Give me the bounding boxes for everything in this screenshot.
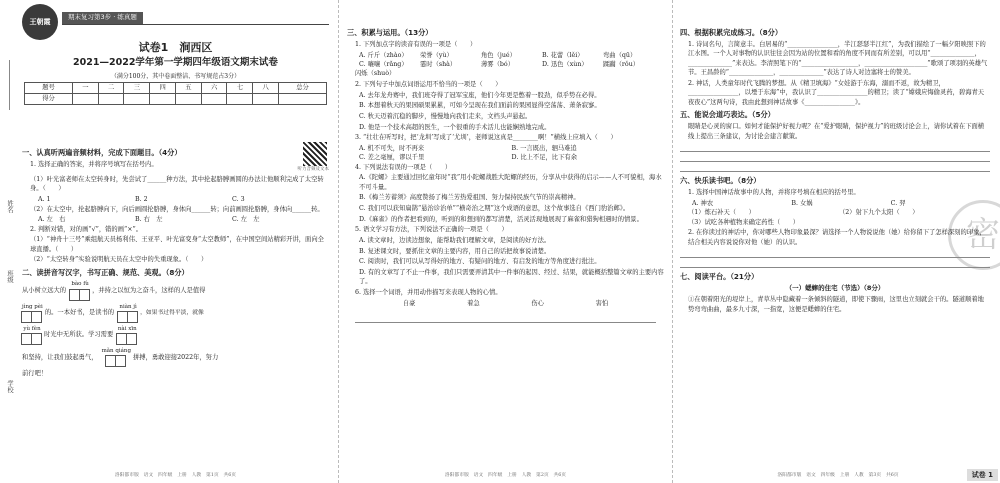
match-item[interactable]: （2）射下九个太阳（ ） [839, 209, 919, 217]
options [680, 199, 990, 208]
option[interactable]: B. 复述课文时，要抓住文章的主要内容，用自己的话把故事说清楚。 [359, 247, 551, 255]
passage-text: 和坚持，让我们鼓起勇气， [22, 353, 98, 361]
answer-line[interactable] [680, 152, 990, 162]
option[interactable]: 荣誉（yù） [420, 51, 453, 59]
question-text: （2）在太空中，抡起胳膊向下，向后画圆抡胳膊，身体向______转；向前画圆抡胳膊，身体向______转。 [30, 205, 324, 213]
word-choice[interactable]: 伤心 [531, 300, 544, 308]
option[interactable]: B. 一言既出，驷马难追 [511, 144, 577, 152]
section-heading: 一、认真听两遍音频材料，完成下面题目。（4分） [22, 148, 182, 157]
section-heading: 三、积累与运用。（13分） [347, 28, 433, 37]
score-cell: 二 [98, 83, 124, 94]
section-3 [347, 28, 664, 323]
header-rule [62, 24, 329, 25]
pinyin-line [22, 280, 329, 300]
option[interactable]: C. 左 左 [232, 216, 260, 224]
option[interactable]: A. 左 右 [38, 216, 66, 224]
option[interactable]: A. 1 [38, 196, 51, 204]
score-cell[interactable] [150, 94, 176, 105]
score-cell[interactable] [253, 94, 279, 105]
option[interactable]: A. 去年龙舟赛中，我们班夺得了冠军宝座，他们今年更是憋着一股劲，似乎势在必得。 [359, 91, 601, 99]
passage-text: 的。一本好书，是读书的 [44, 309, 115, 317]
watermark-seal: 密 [948, 200, 1000, 270]
score-value-row [25, 94, 327, 105]
option[interactable]: 闪烁（shuò） [355, 70, 396, 78]
passage-text: ，并持之以恒为之奋斗，这样的人是值得 [92, 286, 206, 294]
question-text: 2. 在你读过的神话中，你对哪些人物印象最深？请选择一个人物说说他（她）给你留下了怎样深刻的印象，结合相关内容说说你对他（她）的认识。 [688, 229, 986, 246]
score-cell: 总分 [278, 83, 326, 94]
pinyin-label: yù fèn [23, 325, 41, 332]
side-label-class: 班级 [6, 270, 13, 283]
word-choice[interactable]: 着急 [467, 300, 480, 308]
score-cell[interactable] [278, 94, 326, 105]
option[interactable]: 弯曲（qū） [603, 51, 637, 59]
word-choice[interactable]: 自豪 [402, 300, 416, 308]
page-3 [676, 0, 1000, 483]
answer-cells[interactable] [70, 289, 90, 301]
option[interactable]: C. 我们可以获知扁鹊“悬治诊治单”“横奇治之期”这个成语的意思，这个故事选自《西门豹治邺》。 [359, 205, 630, 213]
option[interactable]: D.《麻雀》的作者把看到的，听到的和想到的都写清楚，活灵活现地展现了麻雀和猎狗相遇时的情景。 [359, 215, 643, 223]
page-footer: 洛阳都市版 语文 四年级 上册 人教 第3页 共6页 [777, 472, 899, 478]
pinyin-label: niàn jì [119, 303, 137, 310]
section-1-body [22, 175, 329, 380]
side-label-name: 姓名 [6, 200, 13, 213]
option[interactable]: C. 羿 [890, 199, 906, 207]
match-item[interactable]: （3）试吃各种植物来确定药性（ ） [688, 218, 800, 226]
score-cell: 五 [175, 83, 201, 94]
passage-text: ，如果书过得平淡，就像 [140, 309, 204, 316]
answer-cells[interactable] [106, 355, 126, 367]
publisher-logo: 王朝霞 [22, 4, 58, 40]
score-cell[interactable] [72, 94, 98, 105]
answer-cells[interactable] [22, 333, 42, 345]
option[interactable]: B. 花蕾（lěi） [542, 51, 584, 59]
question-text: 3. “壮壮在听写时，把‘龙圳’写成了‘尤圳’，老师说这真是________啊！”横线上应填入（ ） [355, 134, 617, 142]
match-item[interactable]: （1）炼石补天（ ） [688, 209, 755, 217]
word-choices [347, 299, 664, 308]
option[interactable]: D. 迅色（xùn） [542, 61, 588, 69]
exam-subtitle: 2021—2022学年第一学期四年级语文期末试卷 [73, 57, 278, 68]
option[interactable]: D. 比上不足，比下有余 [511, 154, 577, 162]
passage-text: 时光中无所获。学习需要 [44, 331, 114, 339]
score-cell: 四 [150, 83, 176, 94]
option[interactable]: 角色（jué） [481, 51, 516, 59]
section-heading: 四、根据积累完成练习。（8分） [680, 28, 783, 37]
score-cell: 三 [124, 83, 150, 94]
answer-cells[interactable] [118, 311, 138, 323]
option[interactable]: A. 神农 [692, 199, 714, 207]
question-text: 2. 神话，人类童年时代飞腾的梦想。从《精卫填海》“女娃游于东海，溺而不返，故为精卫，________________，以堙于东海”中，我认识了________________的精卫；读了“嫦娥应悔偷灵药，碧海青天夜夜心”这两句诗，我由此想到神话故事《________________》。 [688, 79, 985, 106]
question-text: （1）“神舟十三号”乘组航天员杨利伟、王亚平、叶光富变身“太空教师”，在中国空间站精彩开讲，面向全球直播。（ ） [30, 236, 324, 253]
word-choice[interactable]: 害怕 [595, 300, 609, 308]
option[interactable]: B.《梅兰芳蓄须》高度赞扬了梅兰芳热爱祖国、努力保持民族气节的崇高精神。 [359, 194, 580, 202]
option[interactable]: C. 3 [232, 196, 245, 204]
section-heading: 七、阅读平台。（21分） [680, 272, 759, 282]
score-cell[interactable] [227, 94, 253, 105]
section-heading: 五、能说会道巧表达。（5分） [680, 110, 775, 120]
score-header-row [25, 83, 327, 94]
option[interactable]: C. 秋天迈着沉稳的脚步，慢慢地向我们走来，文档头声悬起。 [359, 112, 532, 120]
options [347, 51, 664, 70]
option[interactable]: D. 他是一个技术高超的医生，一个很重的手术活儿也能娴熟地完成。 [359, 123, 551, 131]
question-text: 1. 诗词名句，言简意丰。白居易的“________________，半江瑟瑟半江红”，为我们描绘了一幅夕阳映照下的江水图。一个人对事物的认识往往会因为站的位置和看的角度不同而有所差别，可以用“______________，______________”来表达。李清照笔下的“__________________，____________________”歌颂了项羽的英雄气节。王昌龄的“______________，______________”表达了诗人对边塞将士的赞美。 [688, 40, 988, 77]
section-heading: 二、读拼音写汉字，书写正确、规范、美观。（8分） [22, 267, 189, 277]
section-heading: 六、快乐读书吧。（8分） [680, 176, 761, 186]
options [22, 215, 329, 224]
page-footer: 洛阳都市版 语文 四年级 上册 人教 第1页 共6页 [114, 472, 237, 478]
option[interactable]: A. 斤斤（zhào） [359, 51, 408, 59]
option[interactable]: B. 女娲 [791, 199, 813, 207]
qr-caption: 听力音频及文本 [297, 167, 329, 172]
pinyin-line [22, 347, 329, 367]
answer-cells[interactable] [117, 333, 137, 345]
option[interactable]: C. 差之毫厘，谬以千里 [359, 154, 425, 162]
question-text: 2. 判断对错，对的画“√”，错的画“×”。 [30, 225, 143, 233]
score-cell: 题号 [25, 83, 73, 94]
answer-line[interactable] [680, 258, 990, 268]
option[interactable]: B. 2 [135, 196, 148, 204]
answer-line[interactable] [680, 162, 990, 172]
score-cell[interactable] [175, 94, 201, 105]
score-table [24, 82, 327, 105]
question-text: （1）叶光富老师在太空转身时，先尝试了______种方法，其中抡起胳膊画圆的办法让他顺利完成了太空转身。（ ） [30, 176, 324, 193]
pinyin-line [22, 325, 329, 345]
qr-code-icon[interactable] [303, 142, 327, 166]
side-label-school: 学校 [6, 380, 13, 393]
passage-text: 前行吧！ [22, 370, 48, 378]
score-cell: 七 [227, 83, 253, 94]
page-divider [338, 0, 339, 483]
question-text: 1. 选择正确的答案，并将序号填写在括号内。 [30, 160, 158, 168]
answer-line[interactable] [680, 248, 990, 258]
score-cell[interactable] [124, 94, 150, 105]
option[interactable]: 蹂躏（rǒu） [603, 61, 640, 69]
question-text: （2）“太空转身”实验说明航天员在太空中的失重现象。（ ） [30, 256, 208, 264]
score-cell: 八 [253, 83, 279, 94]
question-text: 2. 下列句子中加点词语运用不恰当的一项是（ ） [355, 81, 502, 89]
options [347, 144, 664, 163]
score-cell: 六 [201, 83, 227, 94]
section-1 [22, 148, 297, 171]
reading-title: （一）蟋蟀的住宅（节选）（8分） [785, 284, 885, 293]
options [22, 195, 329, 204]
option[interactable]: C. 嚷嚷（rǎng） [359, 61, 408, 69]
pinyin-label: mǎn qiáng [101, 348, 131, 355]
option[interactable]: 霎时（shà） [420, 61, 457, 69]
score-cell[interactable] [98, 94, 124, 105]
question-text: 1. 选择中国神话故事中的人物，并将序号填在相应的括号里。 [688, 189, 860, 197]
option[interactable]: C. 阅读时，我们可以从写得好的地方、有疑问的地方、有启发的地方等角度进行批注。 [359, 258, 601, 266]
pinyin-line [22, 303, 329, 323]
answer-line[interactable] [355, 313, 656, 323]
option[interactable]: B. 右 左 [135, 216, 163, 224]
score-cell: 得分 [25, 94, 73, 105]
section-banner: 期末复习第3步 · 练真题 [62, 12, 143, 24]
paper-tag: 试卷 1 [967, 469, 998, 482]
question-text: 4. 下列说法有误的一项是（ ） [355, 163, 452, 171]
score-cell[interactable] [201, 94, 227, 105]
page-footer: 洛阳都市版 语文 四年级 上册 人教 第2页 共6页 [444, 472, 567, 478]
section-4 [680, 28, 990, 315]
pinyin-label: jìng pèi [22, 303, 43, 310]
answer-line[interactable] [680, 142, 990, 152]
reading-passage: ①在朝着阳光的堤岸上，青草丛中隐藏着一条倾斜的隧道，即使下骤雨，这里也立刻就会干的。隧道顺着地势弯弯曲曲，最多九寸深，一指宽，这便是蟋蟀的住宅。 [688, 296, 984, 313]
option[interactable]: A. 机不可失，时不再来 [359, 144, 425, 152]
score-cell: 一 [72, 83, 98, 94]
option[interactable]: B. 本想着秋天的果园硕果累累，可如今呈现在我们面前的果园显得空荡荡、萧条寂寥。 [359, 102, 601, 110]
question-text: 1. 下列加点字的读音有误的一项是（ ） [355, 40, 477, 48]
question-text: 6. 选择一个词语，并用动作描写来表现人物的心情。 [355, 288, 502, 296]
question-text: 5. 语文学习有方法，下列说法不正确的一项是（ ） [355, 226, 508, 234]
option[interactable]: D. 有的文章写了不止一件事，我们只需要弄清其中一件事的起因、经过、结果，就能概括整篇文章的主要内容了。 [359, 268, 664, 286]
page-2 [343, 0, 668, 483]
option[interactable]: A. 读文章时，边读边想象，能帮助我们理解文章，是阅读的好方法。 [359, 236, 551, 244]
match-items [680, 208, 990, 217]
option[interactable]: 薄雾（bó） [481, 61, 515, 69]
pinyin-label: bào fù [71, 281, 89, 288]
page-divider [672, 0, 673, 483]
option[interactable]: A.《陀螺》主要通过回忆童年时“我”用小陀螺战胜大陀螺的经历，分享从中获得的启示——人不可貌相，海水不可斗量。 [359, 174, 662, 191]
page-1 [0, 0, 333, 483]
passage-text: 拼搏，勇敢迎接2022年，努力 [132, 353, 219, 361]
question-text: 眼睛是心灵的窗口。如何才能保护好视力呢？在“爱护眼睛，保护视力”的班级讨论会上，请你试着在下面横线上提出三条建议，为讨论会建言献策。 [688, 123, 985, 140]
pinyin-label: nài xīn [117, 325, 137, 332]
answer-cells[interactable] [22, 311, 42, 323]
passage-text: 从小树立远大的 [22, 286, 67, 294]
exam-title: 试卷1 涧西区 [138, 41, 213, 54]
score-note: （满分100分，其中卷面整洁、书写规范占3分） [110, 73, 241, 80]
binding-line [9, 60, 10, 110]
